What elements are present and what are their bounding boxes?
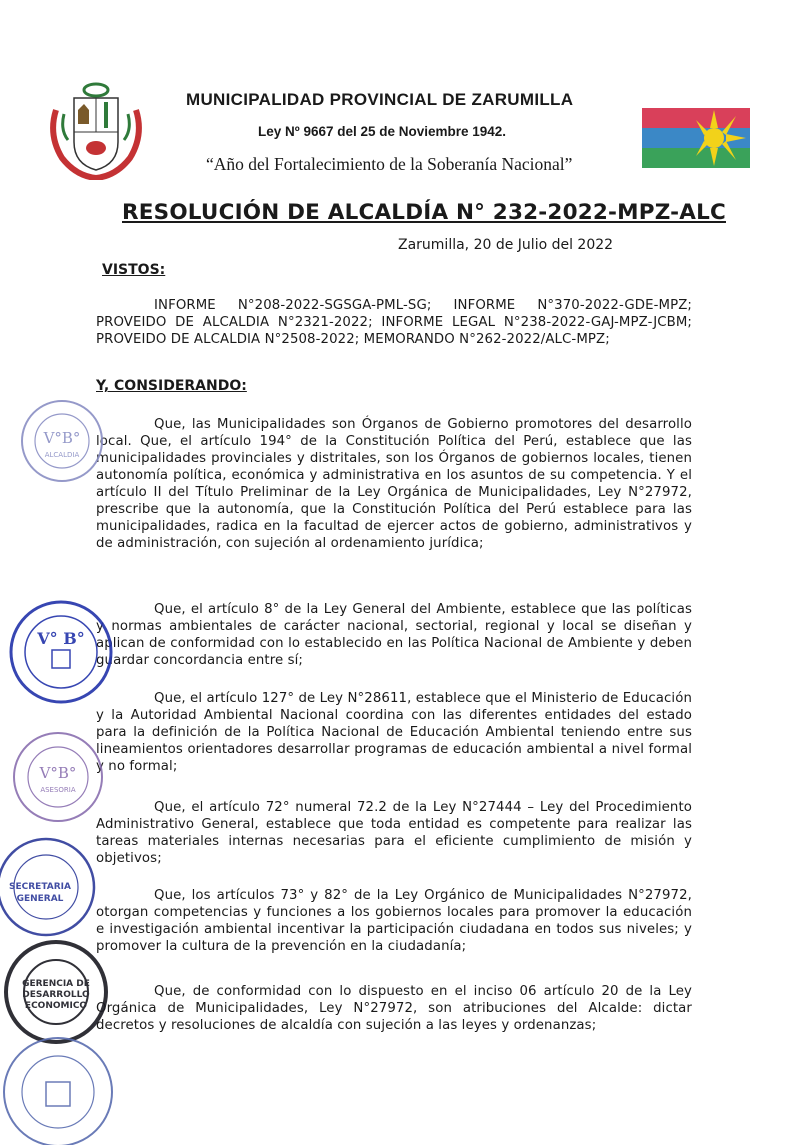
paragraph-text: Que, de conformidad con lo dispuesto en el inciso 06 artículo 20 de la Ley Orgánica de Municipalidades, Ley N°27972, son atribuciones del Alcalde: dictar decretos y resoluciones de alcaldía con sujeción a las leyes y ordenanzas; [96,984,692,1033]
svg-text:DESARROLLO: DESARROLLO [22,990,90,1000]
svg-text:ASESORIA: ASESORIA [40,786,76,794]
svg-text:ALCALDIA: ALCALDIA [44,451,80,459]
svg-text:V°B°: V°B° [43,429,81,447]
stamp-sub-gerencia-saneamiento [0,1030,126,1145]
paragraph-text: Que, el artículo 127° de Ley N°28611, establece que el Ministerio de Educación y la Autoridad Ambiental Nacional coordina con las diferentes entidades del estado para la definición de la Política Nacional de Educación Ambiental teniendo entre sus lineamientos orientadores desarrollar programas de educación ambiental a nivel formal y no formal; [96,691,692,774]
stamp-secretaria-general [0,834,110,940]
vistos-heading: VISTOS: [102,262,166,278]
svg-text:V°B°: V°B° [39,764,77,782]
zarumilla-flag-emblem [642,108,750,168]
svg-text:GERENCIA DE: GERENCIA DE [22,979,90,989]
year-motto: “Año del Fortalecimiento de la Soberanía Nacional” [206,154,573,174]
svg-text:SECRETARIA: SECRETARIA [9,882,71,892]
stamp-gerencia-desarrollo-economico [0,940,120,1044]
considerando-paragraph-1 [96,416,692,552]
resolution-date: Zarumilla, 20 de Julio del 2022 [398,237,614,253]
considerando-paragraph-4 [96,799,692,867]
svg-text:V° B°: V° B° [37,629,85,648]
considerando-paragraph-6 [96,983,692,1034]
organization-name: MUNICIPALIDAD PROVINCIAL DE ZARUMILLA [186,90,574,109]
vistos-paragraph: INFORME N°208-2022-SGSGA-PML-SG; INFORME N°370-2022-GDE-MPZ; PROVEIDO DE ALCALDIA N°2321-2022; INFORME LEGAL N°238-2022-GAJ-MPZ-JCBM; PROVEIDO DE ALCALDIA N°2508-2022; MEMORANDO N°262-2022/ALC-MPZ; [96,298,692,347]
considerando-paragraph-3 [96,690,692,775]
paragraph-text: Que, los artículos 73° y 82° de la Ley Orgánico de Municipalidades N°27972, otorgan competencias y funciones a los gobiernos locales para promover la educación e investigación ambiental incentivar la participación ciudadana en todos sus niveles; y promover la cultura de la prevención en la ciudadanía; [96,888,692,954]
paragraph-text: Que, las Municipalidades son Órganos de Gobierno promotores del desarrollo local. Que, el artículo 194° de la Constitución Política del Perú, establece que las municipalidades provinciales y distritales, son los Órganos de gobiernos locales, tienen autonomía política, económica y administrativa en los asuntos de su competencia. Y el artículo II del Título Preliminar de la Ley Orgánica de Municipalidades, Ley N°27972, prescribe que la autonomía, que la Constitución Política del Perú establece para las municipalidades, radica en la facultad de ejercer actos de gobierno, administrativos y de administración, con sujeción al ordenamiento jurídica; [96,417,692,551]
coat-of-arms-emblem [48,80,144,180]
stamp-asesoria-legal [6,728,110,826]
stamp-gerente-municipal [4,596,118,708]
svg-text:GENERAL: GENERAL [16,894,64,904]
paragraph-text: Que, el artículo 72° numeral 72.2 de la Ley N°27444 – Ley del Procedimiento Administrativo General, establece que toda entidad es competente para realizar las tareas materiales internas necesarias para el eficiente cumplimiento de misión y objetivos; [96,800,692,866]
considerando-paragraph-2 [96,601,692,669]
vistos-text [96,297,692,348]
resolution-title: RESOLUCIÓN DE ALCALDÍA N° 232-2022-MPZ-ALC [122,200,726,225]
stamp-alcaldia [12,395,112,487]
founding-law: Ley Nº 9667 del 25 de Noviembre 1942. [258,124,507,139]
considerando-paragraph-5 [96,887,692,955]
paragraph-text: Que, el artículo 8° de la Ley General del Ambiente, establece que las políticas y normas ambientales de carácter nacional, sectorial, regional y local se diseñan y aplican de conformidad con lo establecido en las Política Nacional de Ambiente y deben guardar concordancia entre sí; [96,602,692,668]
considerando-heading: Y, CONSIDERANDO: [96,378,247,394]
svg-text:ECONOMICO: ECONOMICO [24,1001,88,1011]
